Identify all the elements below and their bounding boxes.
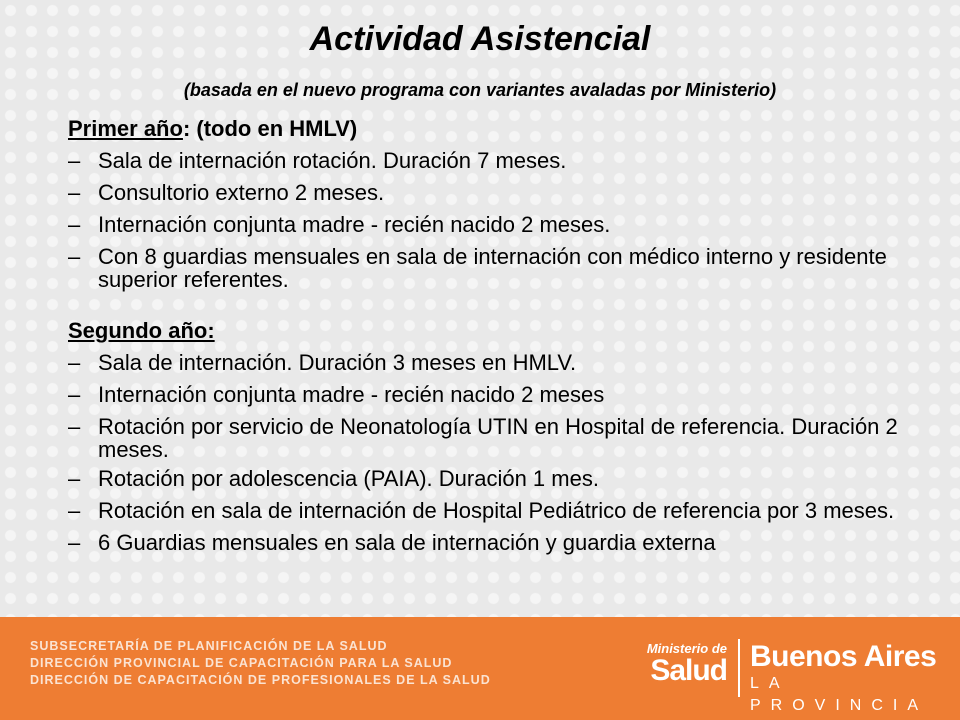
list-item-text: Rotación por servicio de Neonatología UTIN en Hospital de referencia. Duración 2 meses.: [98, 414, 898, 462]
slide-subtitle: (basada en el nuevo programa con variantes avaladas por Ministerio): [183, 80, 777, 100]
buenos-aires-label: Buenos Aires: [750, 640, 937, 673]
bullet-dash: –: [68, 180, 81, 205]
list-item: [68, 211, 948, 239]
list-item-text: Sala de internación. Duración 3 meses en HMLV.: [98, 350, 577, 375]
bullet-dash: –: [68, 148, 81, 173]
bullet-dash: –: [68, 498, 81, 523]
list-item-text: Rotación por adolescencia (PAIA). Duración 1 mes.: [98, 466, 599, 491]
list-item-text: Consultorio externo 2 meses.: [98, 180, 385, 205]
footer-institution-lines: [30, 638, 491, 689]
list-item: [68, 413, 948, 461]
list-item: [68, 381, 948, 409]
buenos-aires-logo: [750, 641, 960, 717]
bullet-dash: –: [68, 244, 81, 269]
salud-label: Salud: [650, 654, 727, 687]
section-heading-segundo-ano: [68, 317, 948, 345]
bullet-dash: –: [68, 212, 81, 237]
la-provincia-label: LA PROVINCIA: [750, 675, 929, 714]
footer-line: SUBSECRETARÍA DE PLANIFICACIÓN DE LA SALUD: [30, 639, 388, 653]
list-item-text: Rotación en sala de internación de Hospital Pediátrico de referencia por 3 meses.: [98, 498, 895, 523]
heading-rest: : (todo en HMLV): [182, 116, 358, 141]
section-heading-primer-ano: [68, 115, 948, 143]
list-item: [68, 179, 948, 207]
list-item: [68, 147, 948, 175]
slide-title: Actividad Asistencial: [309, 20, 651, 58]
bullet-dash: –: [68, 466, 81, 491]
list-item-text: 6 Guardias mensuales en sala de internación y guardia externa: [98, 530, 716, 555]
footer-line: DIRECCIÓN PROVINCIAL DE CAPACITACIÓN PARA LA SALUD: [30, 656, 453, 670]
footer-line: DIRECCIÓN DE CAPACITACIÓN DE PROFESIONALES DE LA SALUD: [30, 673, 491, 687]
heading-underlined: Primer año: [68, 116, 183, 141]
list-item: [68, 465, 948, 493]
bullet-dash: –: [68, 350, 81, 375]
ministerio-label: Ministerio de: [646, 641, 727, 656]
bullet-dash: –: [68, 414, 81, 439]
heading-underlined: Segundo año:: [68, 318, 215, 343]
list-item: [68, 497, 948, 525]
logo-divider: [738, 639, 740, 697]
list-item-text: Internación conjunta madre - recién nacido 2 meses: [98, 382, 605, 407]
bullet-dash: –: [68, 530, 81, 555]
bullet-dash: –: [68, 382, 81, 407]
slide-content: [68, 115, 948, 561]
footer-banner: [0, 617, 960, 720]
ministerio-salud-logo: [645, 641, 727, 686]
list-item: [68, 243, 948, 291]
list-item-text: Internación conjunta madre - recién nacido 2 meses.: [98, 212, 611, 237]
list-item: [68, 529, 948, 557]
list-item: [68, 349, 948, 377]
list-item-text: Sala de internación rotación. Duración 7 meses.: [98, 148, 567, 173]
list-item-text: Con 8 guardias mensuales en sala de internación con médico interno y residente superior referentes.: [98, 244, 887, 292]
